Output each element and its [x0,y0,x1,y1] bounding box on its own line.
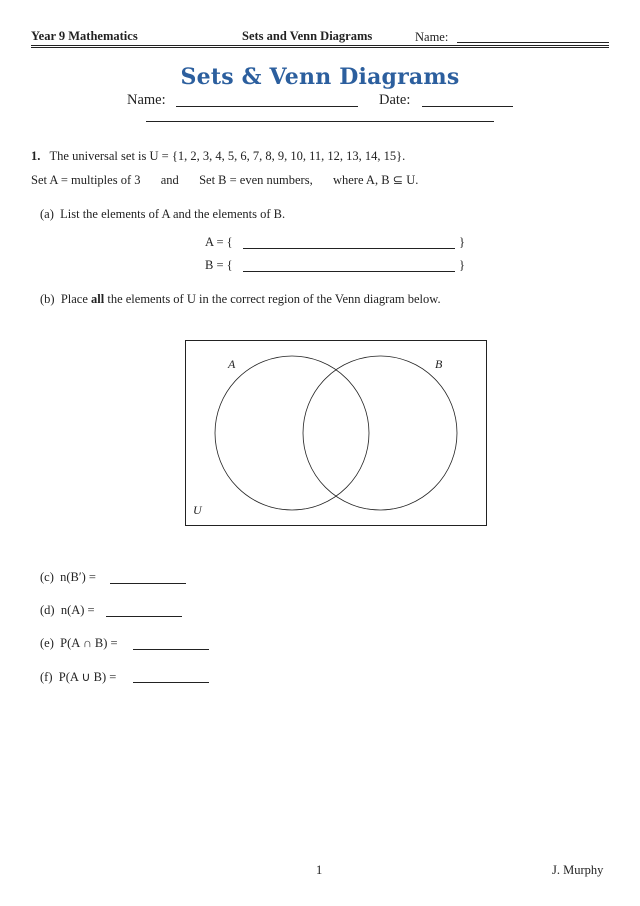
date-label: Date: [379,92,411,108]
part-b [40,292,441,307]
venn-label-u: U [193,503,202,517]
set-definitions [31,172,418,188]
part-f-answer-line[interactable] [133,682,209,683]
part-e-expr: P(A ∩ B) = [60,636,118,650]
part-e-tag: (e) [40,636,54,650]
set-b-definition: Set B = even numbers, [199,173,313,187]
date-field[interactable] [422,106,513,107]
part-e-answer-line[interactable] [133,649,209,650]
universal-set: U = {1, 2, 3, 4, 5, 6, 7, 8, 9, 10, 11, 12, 13, 14, 15}. [149,149,406,163]
part-c [40,570,96,585]
part-e [40,636,118,651]
set-b-close: } [459,258,465,272]
title-underline [146,121,494,122]
header-name-line[interactable] [457,42,609,43]
set-a-answer-line[interactable] [243,248,455,249]
author: J. Murphy [552,863,604,877]
part-a [40,207,285,222]
header-name-label: Name: [415,30,449,44]
circle-b [303,356,457,510]
part-b-text-after: the elements of U in the correct region of the Venn diagram below. [107,292,441,306]
intro-text: The universal set is [49,149,147,163]
set-a-close: } [459,235,465,249]
part-c-expr: n(B′) = [60,570,96,584]
circle-a [215,356,369,510]
part-b-text-before: Place [60,292,88,306]
and-word: and [160,173,179,187]
part-a-text: List the elements of A and the elements of B. [60,207,286,221]
set-a-definition: Set A = multiples of 3 [31,173,141,187]
part-c-answer-line[interactable] [110,583,186,584]
header-rule-double [31,47,609,48]
question-number: 1. [31,149,41,163]
part-d [40,603,95,618]
question-1-intro [31,149,405,164]
part-b-bold-word: all [91,292,105,306]
part-c-tag: (c) [40,570,54,584]
page-number: 1 [316,863,323,877]
part-f-tag: (f) [40,670,53,684]
header-course: Year 9 Mathematics [31,29,138,43]
part-f-expr: P(A ∪ B) = [58,670,117,684]
name-field[interactable] [176,106,358,107]
name-label: Name: [127,92,166,108]
header-topic: Sets and Venn Diagrams [242,29,373,43]
part-f [40,669,116,685]
venn-label-a: A [228,357,236,371]
part-d-expr: n(A) = [60,603,95,617]
where-clause: where A, B ⊆ U. [332,173,419,187]
part-b-tag: (b) [40,292,55,306]
part-d-answer-line[interactable] [106,616,182,617]
header-rule [31,45,609,46]
part-a-tag: (a) [40,207,54,221]
set-b-answer-line[interactable] [243,271,455,272]
page-title: Sets & Venn Diagrams [180,64,460,90]
set-b-open: B = { [205,258,233,272]
part-d-tag: (d) [40,603,55,617]
set-a-open: A = { [205,235,233,249]
venn-label-b: B [435,357,443,371]
venn-diagram [185,340,487,526]
